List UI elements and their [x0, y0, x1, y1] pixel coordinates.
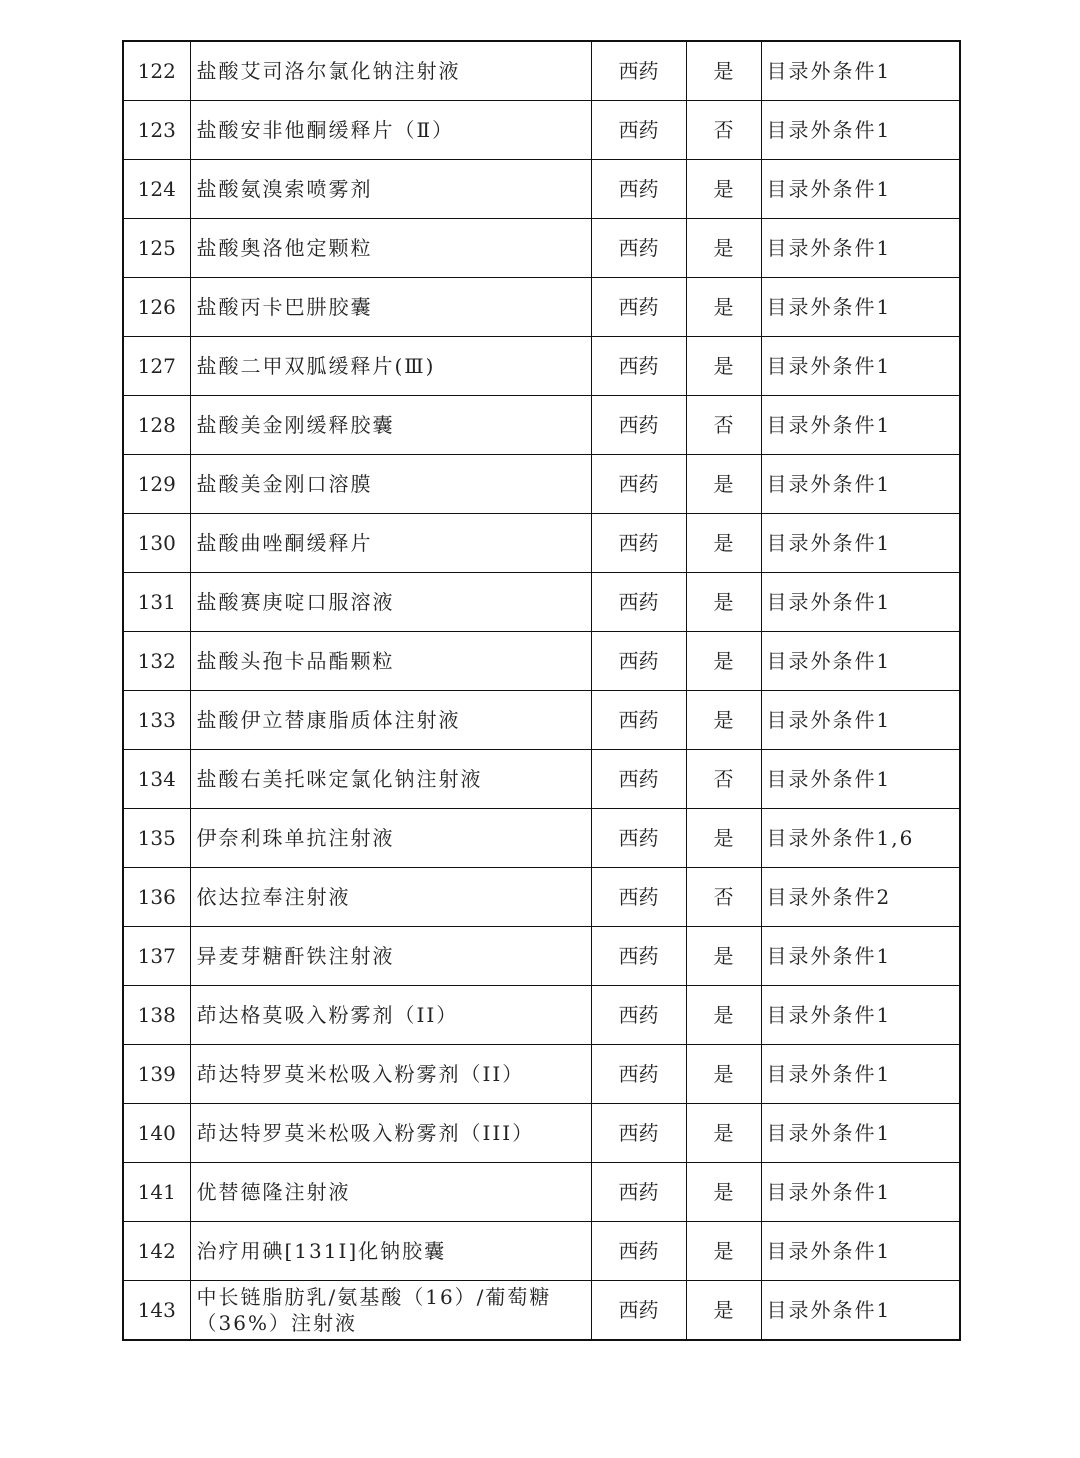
drug-type: 西药 — [591, 1163, 686, 1222]
table-row — [123, 455, 960, 514]
drug-type: 西药 — [591, 41, 686, 101]
table-row — [123, 986, 960, 1045]
drug-name: 盐酸美金刚口溶膜 — [190, 455, 591, 514]
drug-type: 西药 — [591, 396, 686, 455]
drug-name: 异麦芽糖酐铁注射液 — [190, 927, 591, 986]
condition: 目录外条件1 — [761, 691, 960, 750]
drug-type: 西药 — [591, 632, 686, 691]
flag-value: 是 — [686, 691, 761, 750]
condition: 目录外条件1 — [761, 278, 960, 337]
condition: 目录外条件1 — [761, 514, 960, 573]
flag-value: 是 — [686, 337, 761, 396]
drug-name: 盐酸二甲双胍缓释片(Ⅲ) — [190, 337, 591, 396]
flag-value: 是 — [686, 1104, 761, 1163]
table-row — [123, 1163, 960, 1222]
flag-value: 是 — [686, 160, 761, 219]
table-row — [123, 219, 960, 278]
flag-value: 是 — [686, 514, 761, 573]
drug-name: 优替德隆注射液 — [190, 1163, 591, 1222]
condition: 目录外条件1 — [761, 41, 960, 101]
table-row — [123, 632, 960, 691]
table-row — [123, 1045, 960, 1104]
condition: 目录外条件1,6 — [761, 809, 960, 868]
flag-value: 否 — [686, 868, 761, 927]
row-number: 126 — [123, 278, 190, 337]
drug-type: 西药 — [591, 691, 686, 750]
row-number: 122 — [123, 41, 190, 101]
flag-value: 是 — [686, 278, 761, 337]
condition: 目录外条件1 — [761, 1222, 960, 1281]
flag-value: 是 — [686, 1222, 761, 1281]
flag-value: 是 — [686, 455, 761, 514]
flag-value: 是 — [686, 927, 761, 986]
drug-type: 西药 — [591, 278, 686, 337]
table-row — [123, 809, 960, 868]
table-row — [123, 573, 960, 632]
table-row — [123, 160, 960, 219]
drug-type: 西药 — [591, 219, 686, 278]
row-number: 136 — [123, 868, 190, 927]
row-number: 140 — [123, 1104, 190, 1163]
condition: 目录外条件1 — [761, 1045, 960, 1104]
row-number: 143 — [123, 1281, 190, 1341]
row-number: 131 — [123, 573, 190, 632]
flag-value: 否 — [686, 101, 761, 160]
drug-name: 盐酸美金刚缓释胶囊 — [190, 396, 591, 455]
drug-type: 西药 — [591, 101, 686, 160]
condition: 目录外条件1 — [761, 101, 960, 160]
condition: 目录外条件1 — [761, 750, 960, 809]
flag-value: 是 — [686, 41, 761, 101]
drug-type: 西药 — [591, 1281, 686, 1341]
drug-type: 西药 — [591, 1104, 686, 1163]
condition: 目录外条件1 — [761, 219, 960, 278]
drug-name: 中长链脂肪乳/氨基酸（16）/葡萄糖（36%）注射液 — [190, 1281, 591, 1341]
drug-type: 西药 — [591, 573, 686, 632]
drug-name: 盐酸奥洛他定颗粒 — [190, 219, 591, 278]
drug-name: 盐酸曲唑酮缓释片 — [190, 514, 591, 573]
drug-name: 盐酸丙卡巴肼胶囊 — [190, 278, 591, 337]
row-number: 134 — [123, 750, 190, 809]
table-row — [123, 1222, 960, 1281]
drug-type: 西药 — [591, 986, 686, 1045]
table-row — [123, 337, 960, 396]
flag-value: 否 — [686, 396, 761, 455]
table-row — [123, 278, 960, 337]
row-number: 123 — [123, 101, 190, 160]
row-number: 127 — [123, 337, 190, 396]
drug-type: 西药 — [591, 809, 686, 868]
row-number: 130 — [123, 514, 190, 573]
flag-value: 是 — [686, 1281, 761, 1341]
row-number: 132 — [123, 632, 190, 691]
condition: 目录外条件1 — [761, 396, 960, 455]
flag-value: 是 — [686, 986, 761, 1045]
table-row — [123, 514, 960, 573]
drug-type: 西药 — [591, 868, 686, 927]
condition: 目录外条件1 — [761, 986, 960, 1045]
table-row — [123, 927, 960, 986]
row-number: 138 — [123, 986, 190, 1045]
drug-name: 盐酸氨溴索喷雾剂 — [190, 160, 591, 219]
flag-value: 否 — [686, 750, 761, 809]
flag-value: 是 — [686, 1045, 761, 1104]
drug-name: 盐酸右美托咪定氯化钠注射液 — [190, 750, 591, 809]
drug-type: 西药 — [591, 750, 686, 809]
table-row — [123, 1104, 960, 1163]
drug-type: 西药 — [591, 160, 686, 219]
row-number: 135 — [123, 809, 190, 868]
drug-name: 盐酸头孢卡品酯颗粒 — [190, 632, 591, 691]
drug-name: 盐酸安非他酮缓释片（Ⅱ） — [190, 101, 591, 160]
table-row — [123, 750, 960, 809]
row-number: 124 — [123, 160, 190, 219]
condition: 目录外条件1 — [761, 337, 960, 396]
drug-list-table — [122, 40, 961, 1341]
drug-type: 西药 — [591, 514, 686, 573]
drug-type: 西药 — [591, 337, 686, 396]
table-row — [123, 1281, 960, 1341]
condition: 目录外条件2 — [761, 868, 960, 927]
drug-name: 治疗用碘[131I]化钠胶囊 — [190, 1222, 591, 1281]
row-number: 139 — [123, 1045, 190, 1104]
condition: 目录外条件1 — [761, 573, 960, 632]
drug-name: 盐酸赛庚啶口服溶液 — [190, 573, 591, 632]
condition: 目录外条件1 — [761, 455, 960, 514]
drug-type: 西药 — [591, 1045, 686, 1104]
row-number: 128 — [123, 396, 190, 455]
flag-value: 是 — [686, 632, 761, 691]
drug-name: 茚达特罗莫米松吸入粉雾剂（II） — [190, 1045, 591, 1104]
row-number: 129 — [123, 455, 190, 514]
condition: 目录外条件1 — [761, 160, 960, 219]
table-body — [123, 41, 960, 1340]
row-number: 125 — [123, 219, 190, 278]
drug-name: 茚达特罗莫米松吸入粉雾剂（III） — [190, 1104, 591, 1163]
table-row — [123, 41, 960, 101]
drug-type: 西药 — [591, 455, 686, 514]
condition: 目录外条件1 — [761, 1281, 960, 1341]
flag-value: 是 — [686, 809, 761, 868]
drug-name: 盐酸艾司洛尔氯化钠注射液 — [190, 41, 591, 101]
drug-name: 伊奈利珠单抗注射液 — [190, 809, 591, 868]
condition: 目录外条件1 — [761, 632, 960, 691]
row-number: 141 — [123, 1163, 190, 1222]
flag-value: 是 — [686, 573, 761, 632]
drug-type: 西药 — [591, 927, 686, 986]
drug-name: 盐酸伊立替康脂质体注射液 — [190, 691, 591, 750]
flag-value: 是 — [686, 1163, 761, 1222]
condition: 目录外条件1 — [761, 1104, 960, 1163]
table-row — [123, 868, 960, 927]
row-number: 142 — [123, 1222, 190, 1281]
drug-name: 依达拉奉注射液 — [190, 868, 591, 927]
row-number: 137 — [123, 927, 190, 986]
table-row — [123, 691, 960, 750]
condition: 目录外条件1 — [761, 927, 960, 986]
drug-type: 西药 — [591, 1222, 686, 1281]
flag-value: 是 — [686, 219, 761, 278]
condition: 目录外条件1 — [761, 1163, 960, 1222]
drug-name: 茚达格莫吸入粉雾剂（II） — [190, 986, 591, 1045]
table-row — [123, 396, 960, 455]
table-row — [123, 101, 960, 160]
row-number: 133 — [123, 691, 190, 750]
